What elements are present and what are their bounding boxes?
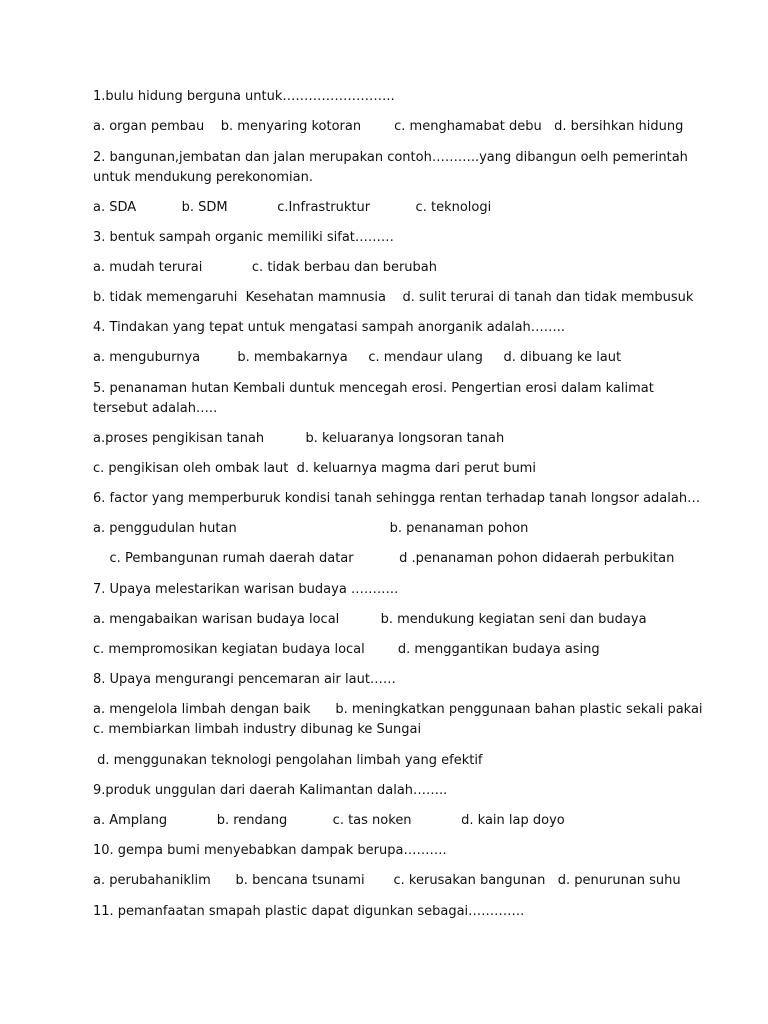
question-8-options-row-3: d. menggunakan teknologi pengolahan limbah yang efektif xyxy=(93,753,483,768)
question-8-options-row-2: c. membiarkan limbah industry dibunag ke Sungai xyxy=(93,722,422,737)
question-8: 8. Upaya mengurangi pencemaran air laut…… xyxy=(93,672,396,687)
question-4-options: a. menguburnya b. membakarnya c. mendaur ulang d. dibuang ke laut xyxy=(93,350,622,365)
question-9-options: a. Amplang b. rendang c. tas noken d. kain lap doyo xyxy=(93,813,565,828)
question-6-options-row-2: c. Pembangunan rumah daerah datar d .penanaman pohon didaerah perbukitan xyxy=(93,551,675,566)
question-11: 11. pemanfaatan smapah plastic dapat digunkan sebagai…………. xyxy=(93,904,525,919)
question-2-continued: untuk mendukung perekonomian. xyxy=(93,170,313,185)
question-2-options: a. SDA b. SDM c.Infrastruktur c. teknologi xyxy=(93,200,492,215)
question-8-options-row-1: a. mengelola limbah dengan baik b. meningkatkan penggunaan bahan plastic sekali pakai xyxy=(93,702,703,717)
question-3: 3. bentuk sampah organic memiliki sifat……… xyxy=(93,230,394,245)
question-3-options-row-1: a. mudah terurai c. tidak berbau dan berubah xyxy=(93,260,437,275)
question-6-options-row-1: a. penggudulan hutan b. penanaman pohon xyxy=(93,521,529,536)
question-3-options-row-2: b. tidak memengaruhi Kesehatan mamnusia d. sulit terurai di tanah dan tidak membusuk xyxy=(93,290,694,305)
question-4: 4. Tindakan yang tepat untuk mengatasi sampah anorganik adalah…….. xyxy=(93,320,566,335)
question-1-options: a. organ pembau b. menyaring kotoran c. menghamabat debu d. bersihkan hidung xyxy=(93,119,684,134)
question-7: 7. Upaya melestarikan warisan budaya ……….. xyxy=(93,582,399,597)
question-7-options-row-1: a. mengabaikan warisan budaya local b. mendukung kegiatan seni dan budaya xyxy=(93,612,647,627)
question-5-continued: tersebut adalah….. xyxy=(93,401,218,416)
question-5: 5. penanaman hutan Kembali duntuk mencegah erosi. Pengertian erosi dalam kalimat xyxy=(93,381,654,396)
question-5-options-row-1: a.proses pengikisan tanah b. keluaranya longsoran tanah xyxy=(93,431,505,446)
question-2: 2. bangunan,jembatan dan jalan merupakan contoh………..yang dibangun oelh pemerintah xyxy=(93,150,688,165)
question-1: 1.bulu hidung berguna untuk…………………….. xyxy=(93,89,395,104)
question-9: 9.produk unggulan dari daerah Kalimantan dalah…….. xyxy=(93,783,448,798)
question-6: 6. factor yang memperburuk kondisi tanah sehingga rentan terhadap tanah longsor adalah… xyxy=(93,491,701,506)
question-10: 10. gempa bumi menyebabkan dampak berupa………. xyxy=(93,843,447,858)
question-7-options-row-2: c. mempromosikan kegiatan budaya local d. menggantikan budaya asing xyxy=(93,642,600,657)
question-10-options: a. perubahaniklim b. bencana tsunami c. kerusakan bangunan d. penurunan suhu xyxy=(93,873,681,888)
question-5-options-row-2: c. pengikisan oleh ombak laut d. keluarnya magma dari perut bumi xyxy=(93,461,536,476)
